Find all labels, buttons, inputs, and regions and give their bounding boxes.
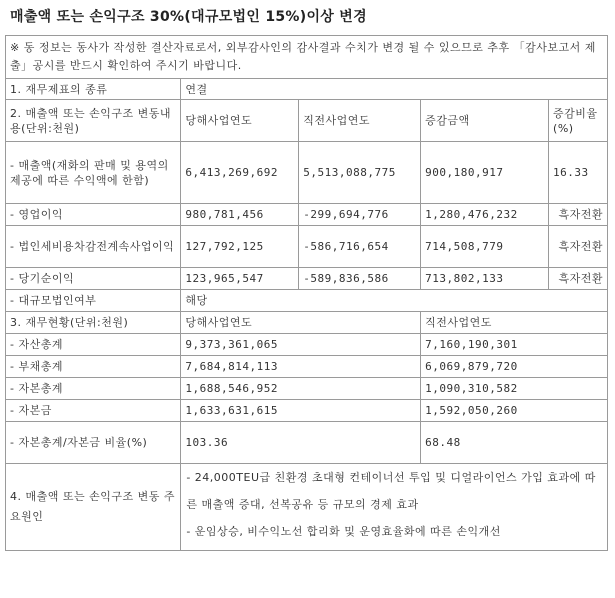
table-row: [6, 378, 608, 400]
current-value: 7,684,814,113: [181, 356, 421, 378]
previous-value: 1,592,050,260: [421, 400, 608, 422]
income-section-label: 2. 매출액 또는 손익구조 변동내용(단위:천원): [6, 100, 181, 142]
large-corp-row: [6, 290, 608, 312]
previous-value: 68.48: [421, 422, 608, 464]
financial-header-row: [6, 312, 608, 334]
income-header-previous: 직전사업연도: [299, 100, 421, 142]
fs-type-value: 연결: [181, 79, 608, 100]
page-title: 매출액 또는 손익구조 30%(대규모법인 15%)이상 변경: [10, 9, 367, 25]
current-value: 103.36: [181, 422, 421, 464]
income-header-row: [6, 100, 608, 142]
current-value: 1,688,546,952: [181, 378, 421, 400]
row-label: - 자본총계/자본금 비율(%): [6, 422, 181, 464]
financial-section-label: 3. 재무현황(단위:천원): [6, 312, 181, 334]
previous-value: -299,694,776: [299, 204, 421, 226]
diff-value: 714,508,779: [421, 226, 549, 268]
table-row: [6, 400, 608, 422]
current-value: 980,781,456: [181, 204, 299, 226]
current-value: 123,965,547: [181, 268, 299, 290]
row-label: - 법인세비용차감전계속사업이익: [6, 226, 181, 268]
current-value: 127,792,125: [181, 226, 299, 268]
previous-value: 1,090,310,582: [421, 378, 608, 400]
notice-text: ※ 동 정보는 동사가 작성한 결산자료로서, 외부감사인의 감사결과 수치가 변경 될 수 있으므로 추후 「감사보고서 제출」공시를 반드시 확인하여 주시기 바랍니다.: [6, 36, 608, 79]
cause-label: 4. 매출액 또는 손익구조 변동 주요원인: [6, 464, 181, 551]
ratio-value: 흑자전환: [549, 268, 608, 290]
row-label: - 자본금: [6, 400, 181, 422]
table-row: [6, 268, 608, 290]
financial-header-current: 당해사업연도: [181, 312, 421, 334]
row-label: - 자본총계: [6, 378, 181, 400]
row-label: - 당기순이익: [6, 268, 181, 290]
cause-line: - 운임상승, 비수익노선 합리화 및 운영효율화에 따른 손익개선: [186, 525, 501, 538]
current-value: 6,413,269,692: [181, 142, 299, 204]
table-row: [6, 422, 608, 464]
current-value: 1,633,631,615: [181, 400, 421, 422]
income-header-ratio: 증감비율(%): [549, 100, 608, 142]
disclosure-table: [5, 35, 608, 551]
table-row: [6, 142, 608, 204]
row-label: - 부채총계: [6, 356, 181, 378]
table-row: [6, 204, 608, 226]
previous-value: 5,513,088,775: [299, 142, 421, 204]
table-row: [6, 334, 608, 356]
cause-line: - 24,000TEU급 친환경 초대형 컨테이너선 투입 및 디얼라이언스 가입 효과에 따른 매출액 증대, 선복공유 등 규모의 경제 효과: [186, 471, 596, 511]
diff-value: 1,280,476,232: [421, 204, 549, 226]
table-row: [6, 356, 608, 378]
ratio-value: 흑자전환: [549, 226, 608, 268]
large-corp-value: 해당: [181, 290, 608, 312]
large-corp-label: - 대규모법인여부: [6, 290, 181, 312]
financial-header-previous: 직전사업연도: [421, 312, 608, 334]
ratio-value: 흑자전환: [549, 204, 608, 226]
cause-text: [181, 464, 608, 551]
table-row: [6, 226, 608, 268]
diff-value: 900,180,917: [421, 142, 549, 204]
row-label: - 영업이익: [6, 204, 181, 226]
previous-value: -586,716,654: [299, 226, 421, 268]
previous-value: 7,160,190,301: [421, 334, 608, 356]
row-label: - 자산총계: [6, 334, 181, 356]
income-header-diff: 증감금액: [421, 100, 549, 142]
income-header-current: 당해사업연도: [181, 100, 299, 142]
current-value: 9,373,361,065: [181, 334, 421, 356]
previous-value: 6,069,879,720: [421, 356, 608, 378]
fs-type-label: 1. 재무제표의 종류: [6, 79, 181, 100]
fs-type-row: [6, 79, 608, 100]
cause-row: [6, 464, 608, 551]
row-label: - 매출액(재화의 판매 및 용역의 제공에 따른 수익액에 한함): [6, 142, 181, 204]
previous-value: -589,836,586: [299, 268, 421, 290]
ratio-value: 16.33: [549, 142, 608, 204]
notice-row: [6, 36, 608, 79]
diff-value: 713,802,133: [421, 268, 549, 290]
